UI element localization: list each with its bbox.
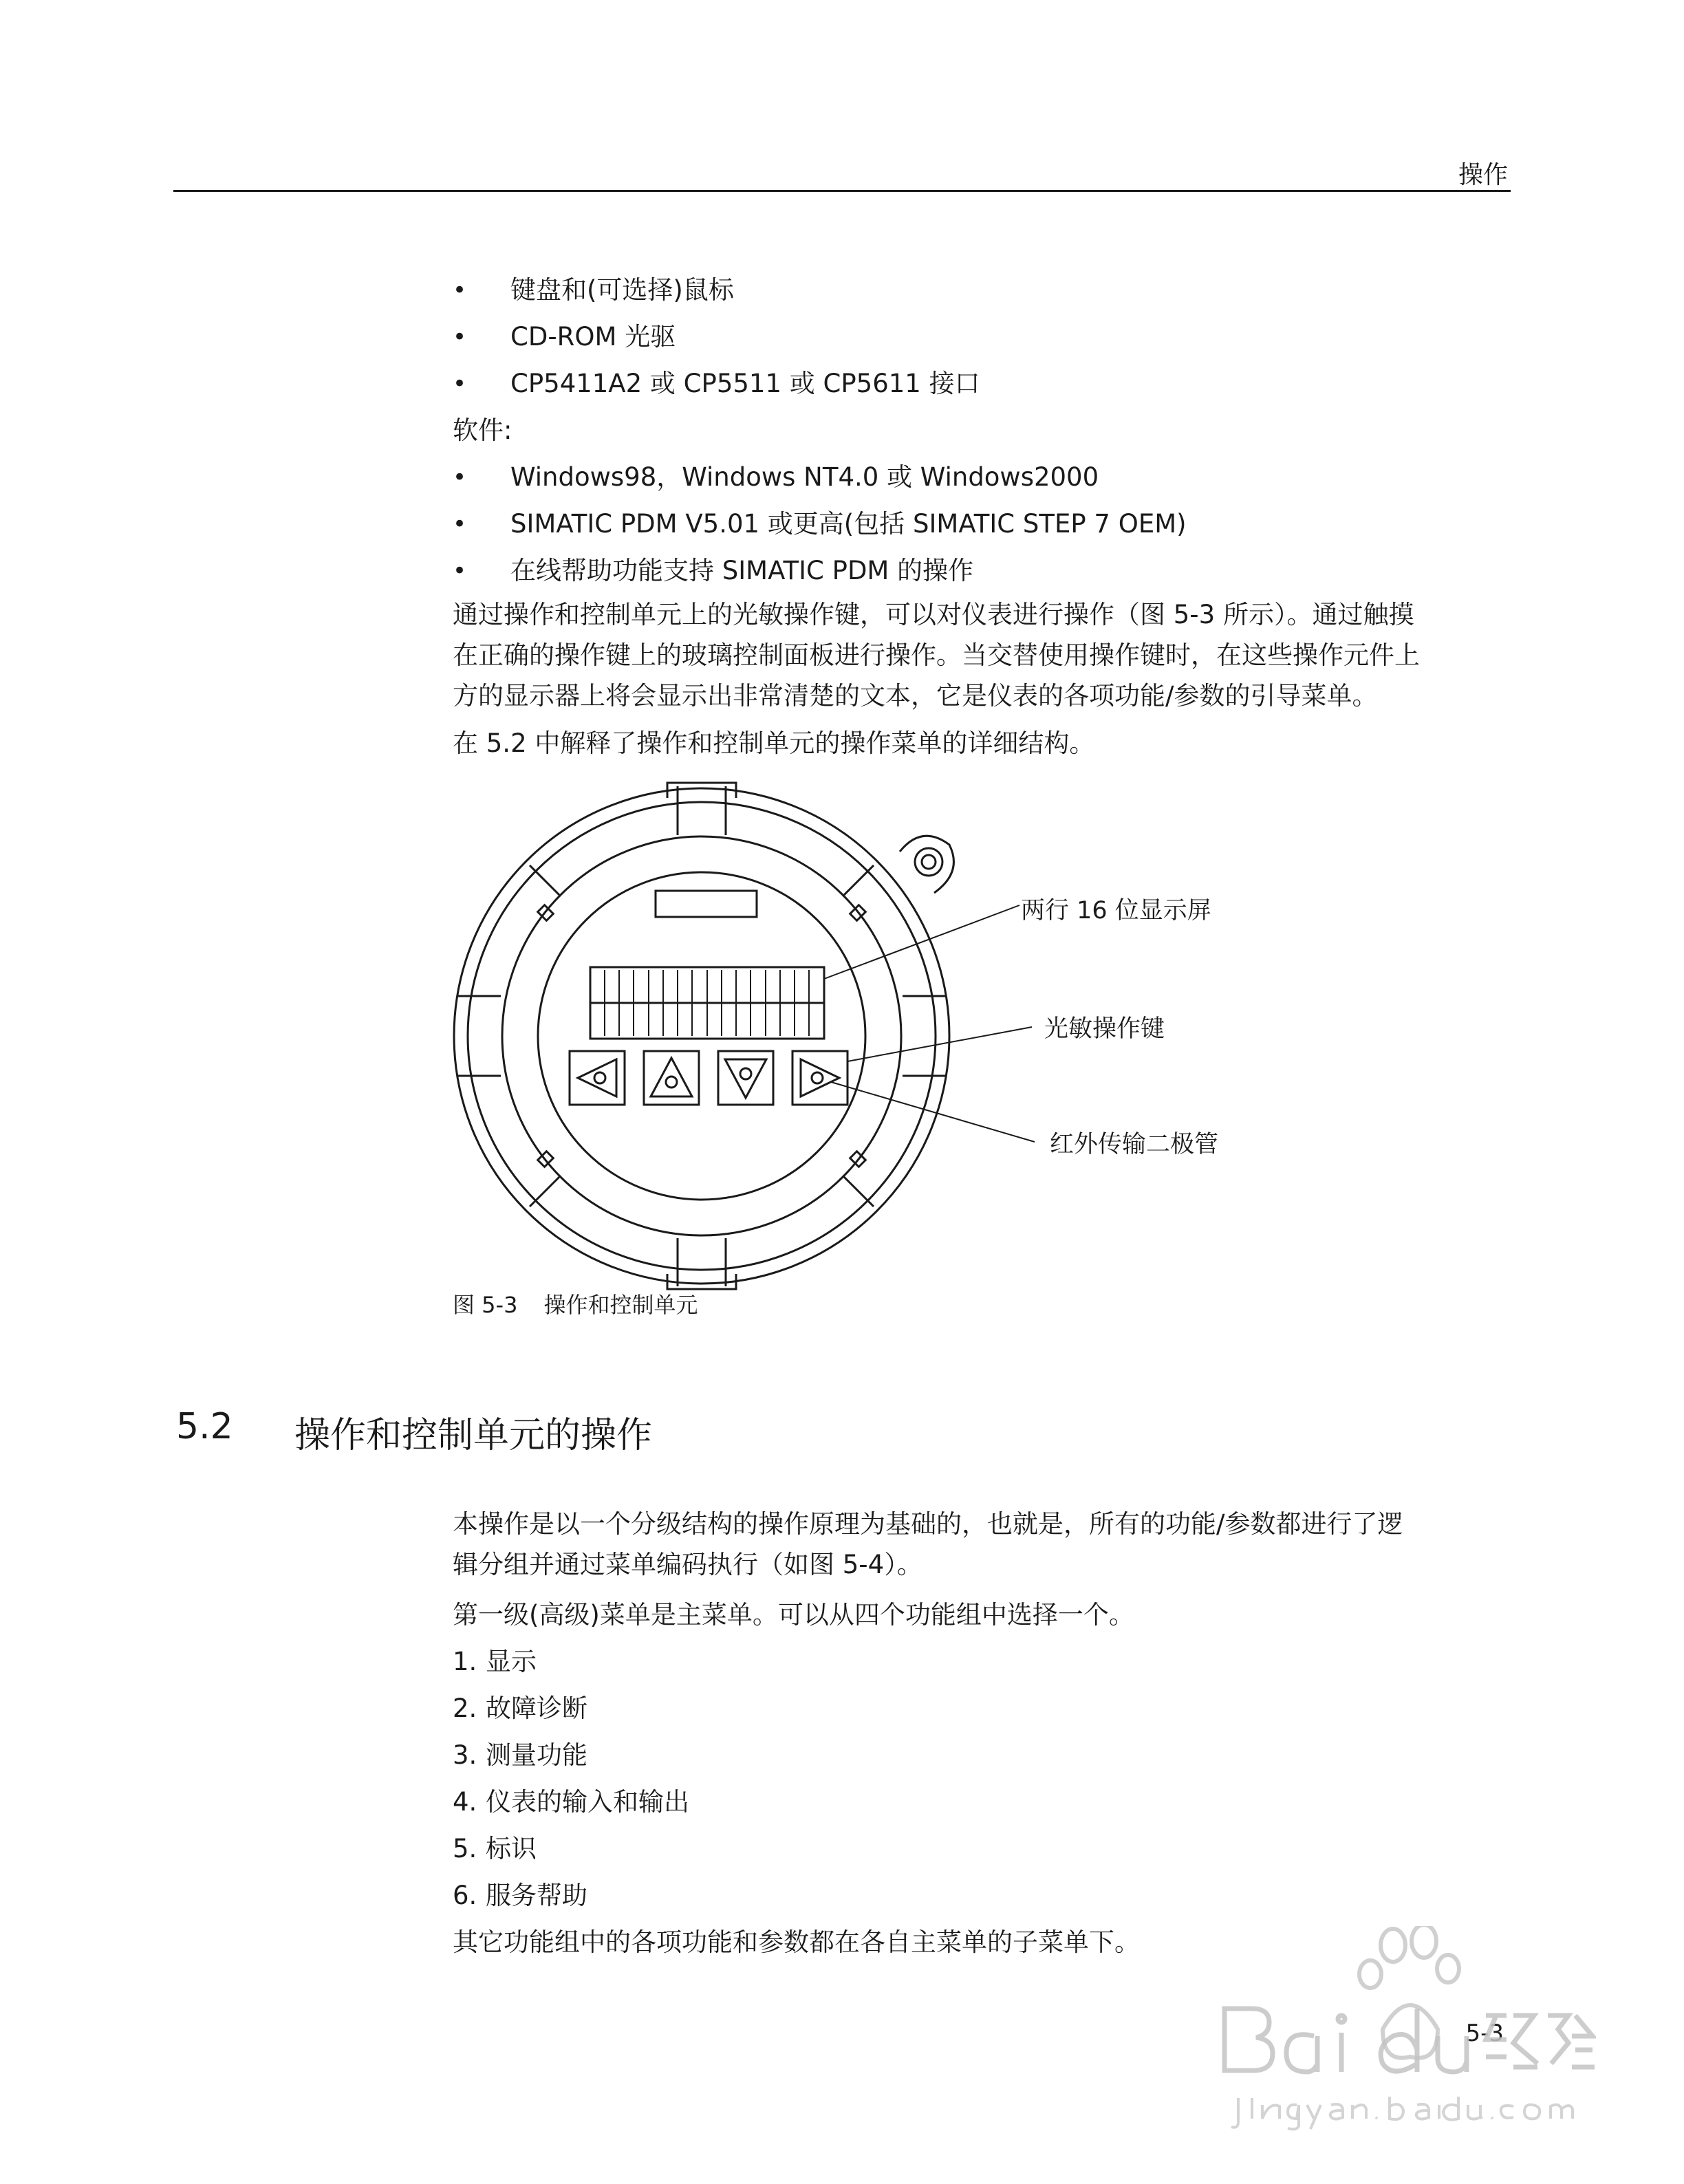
list-item-text: 仪表的输入和输出 [486,1787,689,1817]
paw-toe [1437,1955,1459,1982]
figure-caption [453,1288,724,1319]
list-item [453,548,1512,594]
baidu-watermark [1211,1926,1596,2132]
callout-infrared: 红外传输二极管 [1050,1131,1219,1158]
page-number: 5-3 [1465,2020,1504,2047]
list-item-text: 服务帮助 [486,1881,587,1910]
section-title: 操作和控制单元的操作 [294,1415,653,1456]
callout-keys: 光敏操作键 [1044,1015,1165,1043]
list-item [453,1639,1512,1685]
list-item [453,1779,1512,1826]
figure-caption-text: 操作和控制单元 [543,1292,698,1318]
paw-toe [1381,1929,1405,1962]
paw-pad [1383,2005,1438,2058]
key-left [570,1051,625,1105]
list-item-text: 测量功能 [486,1740,587,1770]
watermark-brand-lettering [1224,2009,1595,2072]
key-down [718,1051,773,1105]
paragraph-line: 本操作是以一个分级结构的操作原理为基础的，也就是，所有的功能/参数都进行了逻 [453,1509,1403,1539]
list-item-number: 2. [453,1694,477,1723]
level-note: 第一级(高级)菜单是主菜单。可以从四个功能组中选择一个。 [453,1600,1134,1630]
menu-list [453,1639,1512,1919]
paw-toe [1412,1926,1436,1958]
list-item-text: 标识 [486,1834,537,1863]
list-item [453,1732,1512,1779]
key-right [792,1051,848,1105]
bullet-icon: • [453,323,467,351]
paw-toe [1359,1960,1381,1988]
list-item [453,501,1512,548]
list-item-number: 5. [453,1834,477,1863]
paragraph-line: 方的显示器上将会显示出非常清楚的文本，它是仪表的各项功能/参数的引导菜单。 [453,681,1378,711]
list-item-text: CP5411A2 或 CP5511 或 CP5611 接口 [510,369,980,398]
list-item [453,1872,1512,1919]
list-item-text: 在线帮助功能支持 SIMATIC PDM 的操作 [510,556,974,585]
list-item-number: 1. [453,1647,477,1676]
section-paragraph [453,1504,1512,1585]
leader-infrared [831,1082,1035,1142]
paragraph-line: 通过操作和控制单元上的光敏操作键，可以对仪表进行操作（图 5-3 所示）。通过触摸 [453,600,1414,629]
paragraph-line: 辑分组并通过菜单编码执行（如图 5-4）。 [453,1550,922,1579]
running-header: 操作 [1458,161,1508,189]
ear-hole [915,848,942,876]
display-window-ring [538,872,865,1200]
list-item [453,314,1512,360]
software-label: 软件: [453,415,512,445]
callout-display: 两行 16 位显示屏 [1021,897,1211,925]
watermark-url-lettering [1231,2097,1573,2129]
section-number: 5.2 [176,1406,233,1447]
closing-note: 其它功能组中的各项功能和参数都在各自主菜单的子菜单下。 [453,1927,1140,1957]
bullet-icon: • [453,510,467,538]
list-item-text: CD-ROM 光驱 [510,322,676,352]
requirements-block [453,267,1512,767]
figure-number: 图 5-3 [453,1292,518,1318]
list-item-text: SIMATIC PDM V5.01 或更高(包括 SIMATIC STEP 7 OEM) [510,509,1187,539]
list-item [453,1685,1512,1732]
list-item [453,454,1512,501]
list-item-text: 键盘和(可选择)鼠标 [510,275,734,305]
list-item-number: 6. [453,1881,477,1910]
section-body [453,1504,1512,1966]
intro-paragraph [453,594,1512,716]
bullet-icon: • [453,557,467,585]
list-item-text: 显示 [486,1647,537,1676]
paragraph-line: 在正确的操作键上的玻璃控制面板进行操作。当交替使用操作键时，在这些操作元件上 [453,640,1420,670]
bullet-icon: • [453,464,467,491]
list-item-number: 4. [453,1787,477,1817]
bullet-icon: • [453,277,467,304]
list-item-text: 故障诊断 [486,1694,587,1723]
structure-note: 在 5.2 中解释了操作和控制单元的操作菜单的详细结构。 [453,728,1095,758]
key-up [644,1051,699,1105]
housing-ring-3 [502,836,901,1235]
leader-keys [848,1027,1032,1061]
housing-outer-ring [454,788,949,1284]
list-item [453,267,1512,314]
list-item-text: Windows98，Windows NT4.0 或 Windows2000 [510,462,1099,492]
header-rule [173,190,1511,192]
list-item [453,360,1512,407]
list-item [453,1826,1512,1872]
bullet-icon: • [453,370,467,398]
mounting-ear [900,836,953,893]
label-plate [656,891,757,917]
list-item-number: 3. [453,1740,477,1770]
